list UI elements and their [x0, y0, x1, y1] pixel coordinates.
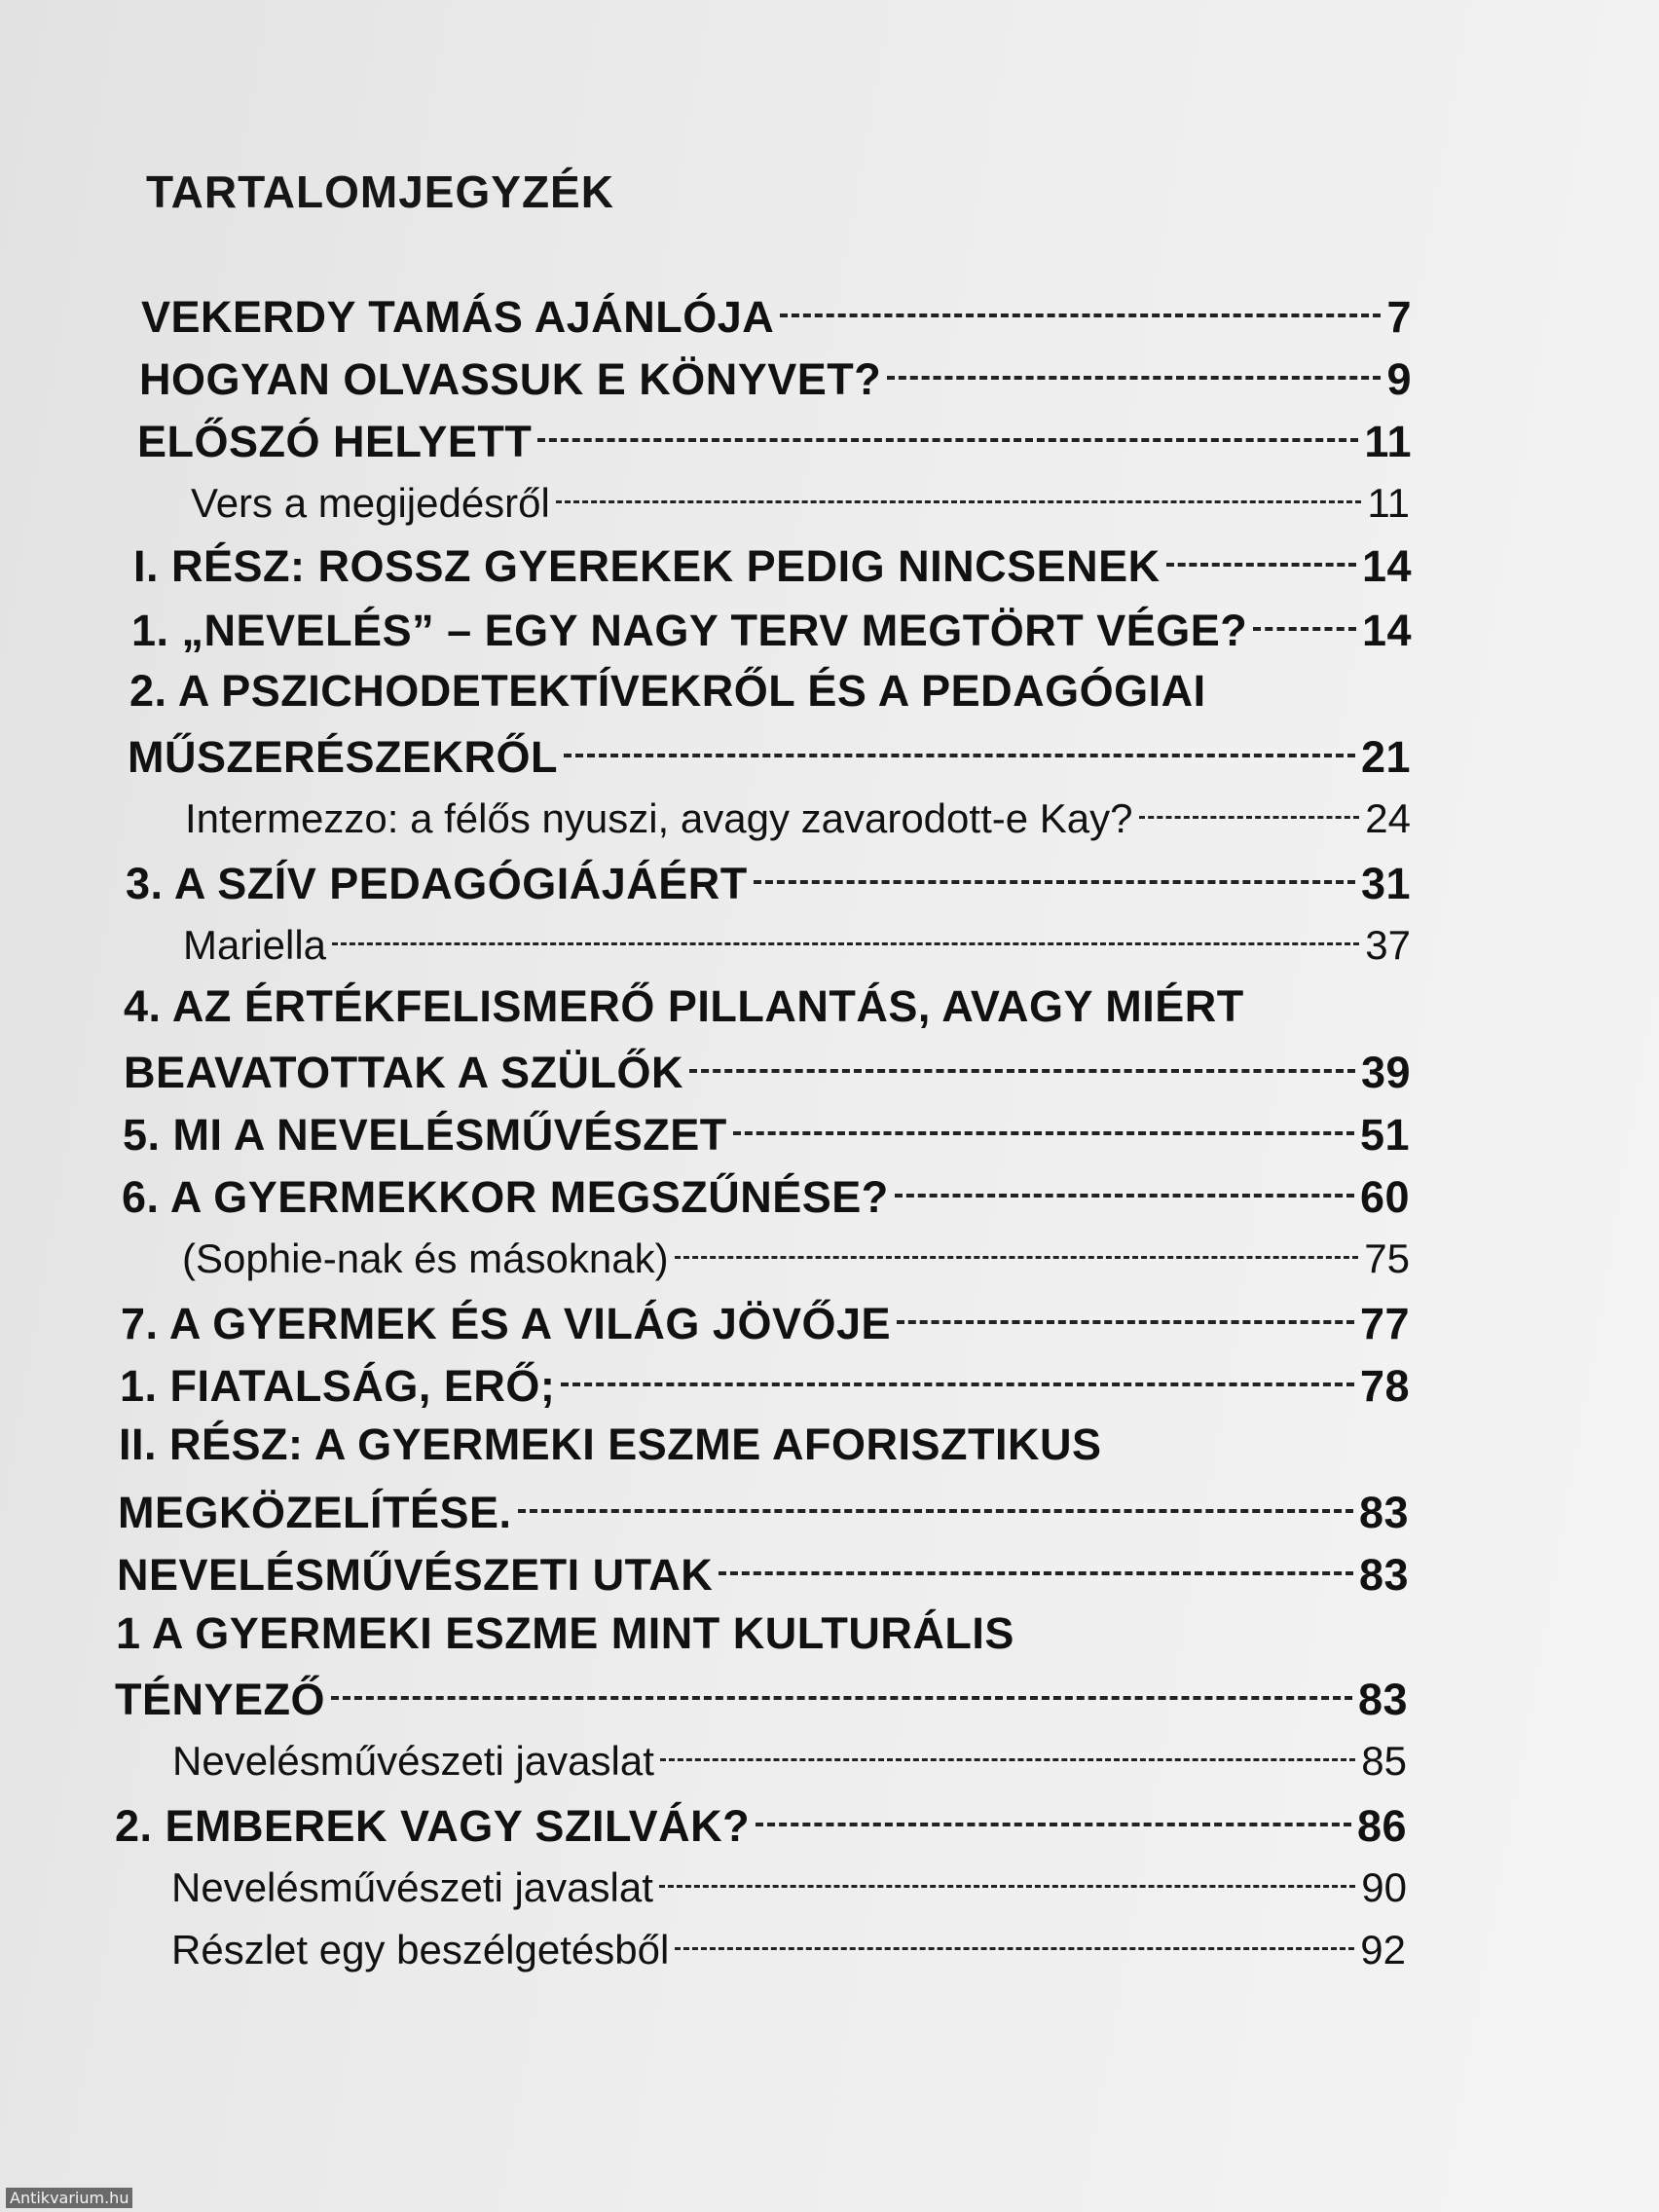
- toc-entry-title: MEGKÖZELÍTÉSE.: [118, 1487, 512, 1537]
- toc-entry: [122, 1168, 1410, 1223]
- toc-entry-page: 83: [1358, 1487, 1409, 1537]
- toc-entry: [133, 537, 1412, 592]
- leader-dots: [332, 906, 1359, 946]
- toc-entry-page: 51: [1359, 1109, 1410, 1160]
- toc-entry-page: 39: [1360, 1047, 1411, 1097]
- toc-entry: [120, 1357, 1410, 1412]
- toc-entry-title: Vers a megijedésről: [191, 479, 550, 526]
- leader-dots: [561, 1344, 1354, 1387]
- toc-entry-page: 75: [1364, 1235, 1410, 1281]
- toc-subentry: [172, 1735, 1407, 1785]
- toc-entry-page: 14: [1361, 540, 1412, 591]
- toc-entry-title-line: 1 A GYERMEKI ESZME MINT KULTURÁLIS: [116, 1608, 1014, 1658]
- leader-dots: [756, 1784, 1351, 1827]
- leader-dots: [719, 1532, 1353, 1576]
- toc-entry-title: Részlet egy beszélgetésből: [171, 1926, 670, 1972]
- toc-subentry: [171, 1924, 1406, 1973]
- toc-entry-title: MŰSZERÉSZEKRŐL: [128, 731, 559, 782]
- leader-dots: [659, 1849, 1355, 1889]
- watermark: Antikvarium.hu: [6, 2188, 132, 2208]
- leader-dots: [564, 715, 1355, 758]
- toc-entry: [139, 350, 1412, 405]
- toc-entry-title: TÉNYEZŐ: [115, 1674, 326, 1724]
- leader-dots: [660, 1722, 1355, 1762]
- toc-entry-page: 92: [1360, 1926, 1406, 1972]
- toc-entry-page: 86: [1356, 1800, 1407, 1851]
- toc-entry-title: Nevelésművészeti javaslat: [172, 1737, 654, 1784]
- toc-entry-page: 85: [1361, 1737, 1407, 1784]
- leader-dots: [895, 1155, 1354, 1198]
- leader-dots: [754, 841, 1355, 885]
- leader-dots: [537, 399, 1358, 443]
- toc-entry-page: 9: [1386, 353, 1412, 404]
- toc-entry-title: 1. FIATALSÁG, ERŐ;: [120, 1360, 556, 1411]
- toc-subentry: [171, 1862, 1407, 1911]
- toc-entry-page: 31: [1360, 858, 1411, 908]
- toc-entry-page: 21: [1360, 731, 1411, 782]
- toc-subentry: [182, 1233, 1410, 1282]
- toc-entry-page: 90: [1361, 1863, 1407, 1910]
- toc-entry-title: NEVELÉSMŰVÉSZETI UTAK: [117, 1549, 714, 1600]
- toc-entry-title: 2. EMBEREK VAGY SZILVÁK?: [115, 1800, 751, 1851]
- toc-entry: [141, 288, 1412, 343]
- toc-entry-title: I. RÉSZ: ROSSZ GYEREKEK PEDIG NINCSENEK: [133, 540, 1161, 591]
- leader-dots: [733, 1092, 1354, 1136]
- leader-dots: [1166, 524, 1356, 568]
- toc-entry-page: 77: [1359, 1298, 1410, 1348]
- toc-entry: [115, 1671, 1408, 1725]
- toc-entry-page: 11: [1364, 416, 1412, 466]
- toc-entry-title-line: 2. A PSZICHODETEKTÍVEKRŐL ÉS A PEDAGÓGIAI: [129, 666, 1206, 716]
- toc-entry-page: 78: [1359, 1360, 1410, 1411]
- toc-entry: [121, 1295, 1410, 1349]
- leader-dots: [887, 337, 1381, 381]
- toc-entry: [126, 855, 1411, 909]
- toc-entry-title: Mariella: [183, 921, 327, 968]
- toc-entry: [124, 1044, 1411, 1098]
- toc-entry-page: 37: [1365, 921, 1411, 968]
- toc-subentry: [185, 793, 1411, 842]
- toc-entry-page: 60: [1359, 1171, 1410, 1222]
- toc-entry-title: 1. „NEVELÉS” – EGY NAGY TERV MEGTÖRT VÉGE?: [131, 605, 1248, 655]
- toc-entry-page: 7: [1386, 291, 1412, 342]
- toc-entry: [128, 728, 1411, 783]
- toc-entry-title: 5. MI A NEVELÉSMŰVÉSZET: [123, 1109, 727, 1160]
- toc-entry-title: 6. A GYERMEKKOR MEGSZŰNÉSE?: [122, 1171, 889, 1222]
- toc-entry-title: 7. A GYERMEK ÉS A VILÁG JÖVŐJE: [121, 1298, 892, 1348]
- toc-entry-title: ELŐSZÓ HELYETT: [137, 416, 533, 466]
- toc-entry-page: 24: [1365, 794, 1411, 841]
- toc-entry: [123, 1106, 1410, 1161]
- toc-entry-page: 83: [1357, 1674, 1408, 1724]
- toc-entry: [131, 602, 1412, 656]
- toc-subentry: [183, 919, 1411, 969]
- toc-entry: [115, 1797, 1407, 1852]
- leader-dots: [1139, 780, 1360, 820]
- leader-dots: [689, 1030, 1355, 1074]
- leader-dots: [780, 275, 1381, 318]
- toc-entry-page: 83: [1358, 1549, 1409, 1600]
- leader-dots: [518, 1470, 1353, 1514]
- leader-dots: [675, 1911, 1354, 1951]
- toc-entry: [137, 413, 1412, 467]
- toc-entry-title: Intermezzo: a félős nyuszi, avagy zavarodott-e Kay?: [185, 794, 1133, 841]
- toc-entry-title: 3. A SZÍV PEDAGÓGIÁJÁÉRT: [126, 858, 748, 908]
- page-title: TARTALOMJEGYZÉK: [146, 166, 614, 217]
- leader-dots: [331, 1657, 1352, 1701]
- toc-subentry: [191, 477, 1410, 527]
- toc-entry-title: BEAVATOTTAK A SZÜLŐK: [124, 1047, 683, 1097]
- toc-entry-title: (Sophie-nak és másoknak): [182, 1235, 669, 1281]
- toc-entry-title-line: 4. AZ ÉRTÉKFELISMERŐ PILLANTÁS, AVAGY MIÉRT: [124, 981, 1244, 1031]
- leader-dots: [897, 1281, 1354, 1325]
- toc-entry-title: HOGYAN OLVASSUK E KÖNYVET?: [139, 353, 882, 404]
- leader-dots: [556, 464, 1362, 504]
- leader-dots: [675, 1220, 1359, 1260]
- toc-entry-title: Nevelésművészeti javaslat: [171, 1863, 653, 1910]
- toc-entry-title-line: II. RÉSZ: A GYERMEKI ESZME AFORISZTIKUS: [119, 1419, 1102, 1469]
- toc-entry-title: VEKERDY TAMÁS AJÁNLÓJA: [141, 291, 775, 342]
- toc-entry-page: 11: [1367, 479, 1410, 526]
- toc-entry-page: 14: [1361, 605, 1412, 655]
- toc-entry: [118, 1484, 1409, 1538]
- toc-entry: [117, 1546, 1409, 1601]
- leader-dots: [1253, 588, 1356, 632]
